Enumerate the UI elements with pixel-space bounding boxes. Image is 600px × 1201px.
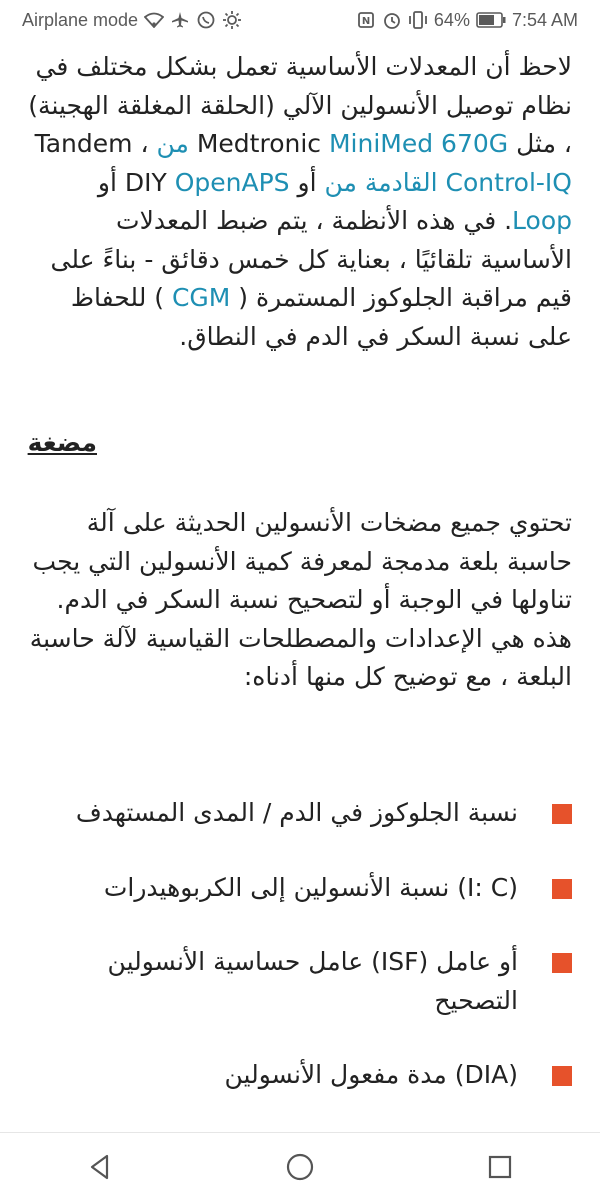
- battery-icon: [476, 10, 506, 30]
- wifi-icon: [144, 10, 164, 30]
- list-item: [28, 869, 572, 908]
- home-icon: [284, 1151, 316, 1183]
- paragraph-text: لاحظ أن المعدلات الأساسية تعمل بشكل مختلف في نظام توصيل الأنسولين الآلي (الحلقة المغلقة الهجينة) ، مثل Medtronic: [28, 52, 572, 158]
- inline-link[interactable]: CGM: [171, 283, 231, 312]
- airplane-mode-label: Airplane mode: [22, 9, 139, 30]
- status-left: [22, 10, 242, 31]
- battery-percent: 64%: [433, 9, 470, 30]
- clock: 7:54 AM: [511, 9, 578, 30]
- list-item: [28, 794, 572, 833]
- list-item-text: (DIA) مدة مفعول الأنسولين: [224, 1060, 518, 1089]
- section-heading: مضغة: [27, 428, 97, 457]
- article-content: [0, 40, 600, 1132]
- svg-text:N: N: [361, 16, 371, 27]
- paragraph-text: أو: [97, 167, 125, 197]
- bullet-list: [28, 794, 572, 1131]
- paragraph-basal-rates: [28, 48, 572, 356]
- status-bar: [0, 0, 600, 40]
- recents-button[interactable]: [470, 1137, 530, 1197]
- list-item: [28, 1056, 572, 1095]
- paragraph-text: . في هذه الأنظمة ، يتم ضبط المعدلات الأساسية تلقائيًا ، بعناية كل خمس دقائق - بناءً على قيم مراقبة الجلوكوز المستمرة (: [50, 206, 572, 312]
- back-icon: [85, 1152, 115, 1182]
- status-right: [356, 10, 578, 31]
- alarm-icon: [382, 10, 402, 30]
- bullet-square-icon: [552, 1066, 572, 1086]
- list-item-text: أو عامل (ISF) عامل حساسية الأنسولين التصحيح: [107, 947, 518, 1015]
- back-button[interactable]: [70, 1137, 130, 1197]
- paragraph-text: ) للحفاظ على نسبة السكر في الدم في النطاق.: [70, 283, 572, 351]
- list-item-text: (I: C) نسبة الأنسولين إلى الكربوهيدرات: [103, 872, 518, 902]
- brightness-icon: [222, 10, 242, 30]
- recents-icon: [486, 1153, 514, 1181]
- paragraph-bolus-calculator: تحتوي جميع مضخات الأنسولين الحديثة على آلة حاسبة بلعة مدمجة لمعرفة كمية الأنسولين التي يجب تناولها في الوجبة أو لتصحيح نسبة السكر في الدم. هذه هي الإعدادات والمصطلحات القياسية لآلة حاسبة البلعة ، مع توضيح كل منها أدناه:: [29, 508, 572, 691]
- airplane-icon: [170, 10, 190, 30]
- paragraph-text: ، Tandem: [34, 129, 157, 158]
- inline-link[interactable]: OpenAPS: [174, 167, 290, 197]
- bullet-square-icon: [552, 879, 572, 899]
- bullet-square-icon: [552, 804, 572, 824]
- bullet-square-icon: [552, 953, 572, 973]
- inline-link[interactable]: MiniMed 670G من: [156, 129, 509, 158]
- whatsapp-icon: [196, 10, 216, 30]
- list-item-text: نسبة الجلوكوز في الدم / المدى المستهدف: [75, 798, 518, 827]
- inline-link[interactable]: Loop: [512, 206, 572, 235]
- list-item: [28, 943, 572, 1020]
- navigation-bar: [0, 1132, 600, 1201]
- paragraph-text: أو DIY: [124, 167, 325, 197]
- inline-link[interactable]: Control-IQ القادمة من: [324, 167, 572, 197]
- vibrate-icon: [408, 10, 428, 30]
- home-button[interactable]: [270, 1137, 330, 1197]
- nfc-icon: [356, 10, 376, 30]
